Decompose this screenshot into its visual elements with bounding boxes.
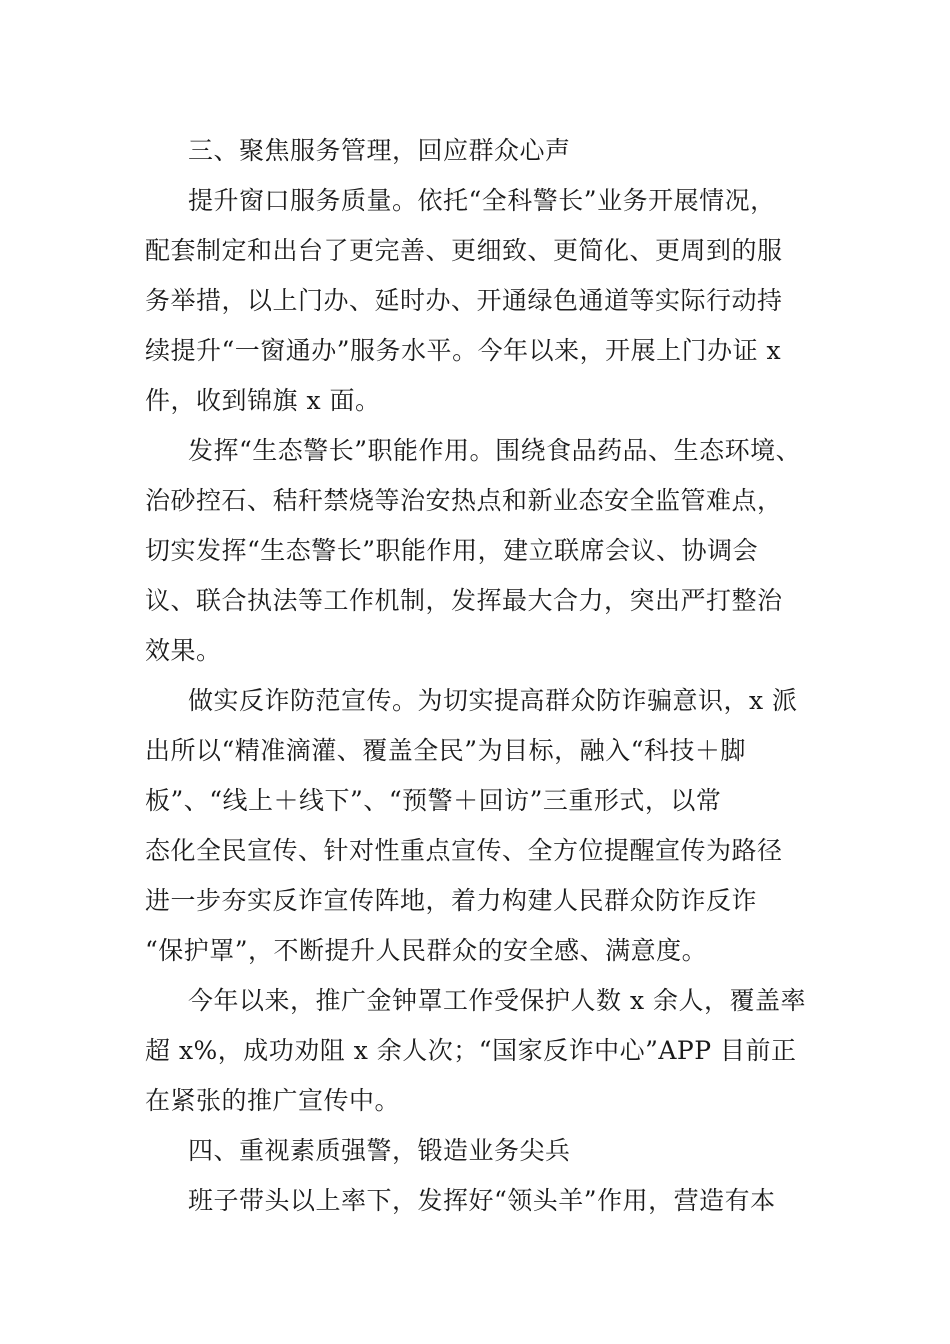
section-heading-4: 四、重视素质强警，锻造业务尖兵 bbox=[188, 1136, 571, 1165]
paragraph-line: 效果。 bbox=[145, 636, 222, 665]
paragraph-line: 在紧张的推广宣传中。 bbox=[145, 1086, 401, 1115]
paragraph-line: 件，收到锦旗 x 面。 bbox=[145, 386, 381, 415]
paragraph-line: “保护罩”，不断提升人民群众的安全感、满意度。 bbox=[145, 936, 708, 965]
paragraph-line: 态化全民宣传、针对性重点宣传、全方位提醒宣传为路径 bbox=[145, 836, 783, 865]
paragraph-line: 板”、“线上＋线下”、“预警＋回访”三重形式，以常 bbox=[145, 786, 722, 815]
paragraph-line: 做实反诈防范宣传。为切实提高群众防诈骗意识，x 派 bbox=[188, 686, 798, 715]
paragraph-line: 治砂控石、秸秆禁烧等治安热点和新业态安全监管难点， bbox=[145, 486, 783, 515]
paragraph-line: 提升窗口服务质量。依托“全科警长”业务开展情况， bbox=[188, 186, 776, 215]
paragraph-line: 务举措，以上门办、延时办、开通绿色通道等实际行动持 bbox=[145, 286, 783, 315]
paragraph-line: 发挥“生态警长”职能作用。围绕食品药品、生态环境、 bbox=[188, 436, 802, 465]
section-heading-3: 三、聚焦服务管理，回应群众心声 bbox=[188, 136, 571, 165]
paragraph-line: 进一步夯实反诈宣传阵地，着力构建人民群众防诈反诈 bbox=[145, 886, 758, 915]
paragraph-line: 议、联合执法等工作机制，发挥最大合力，突出严打整治 bbox=[145, 586, 783, 615]
paragraph-line: 超 x%，成功劝阻 x 余人次；“国家反诈中心”APP 目前正 bbox=[145, 1036, 797, 1065]
paragraph-line: 班子带头以上率下，发挥好“领头羊”作用，营造有本 bbox=[188, 1186, 776, 1215]
paragraph-line: 今年以来，推广金钟罩工作受保护人数 x 余人，覆盖率 bbox=[188, 986, 806, 1015]
paragraph-line: 切实发挥“生态警长”职能作用，建立联席会议、协调会 bbox=[145, 536, 759, 565]
paragraph-line: 续提升“一窗通办”服务水平。今年以来，开展上门办证 x bbox=[145, 336, 782, 365]
paragraph-line: 出所以“精准滴灌、覆盖全民”为目标，融入“科技＋脚 bbox=[145, 736, 746, 765]
paragraph-line: 配套制定和出台了更完善、更细致、更简化、更周到的服 bbox=[145, 236, 783, 265]
